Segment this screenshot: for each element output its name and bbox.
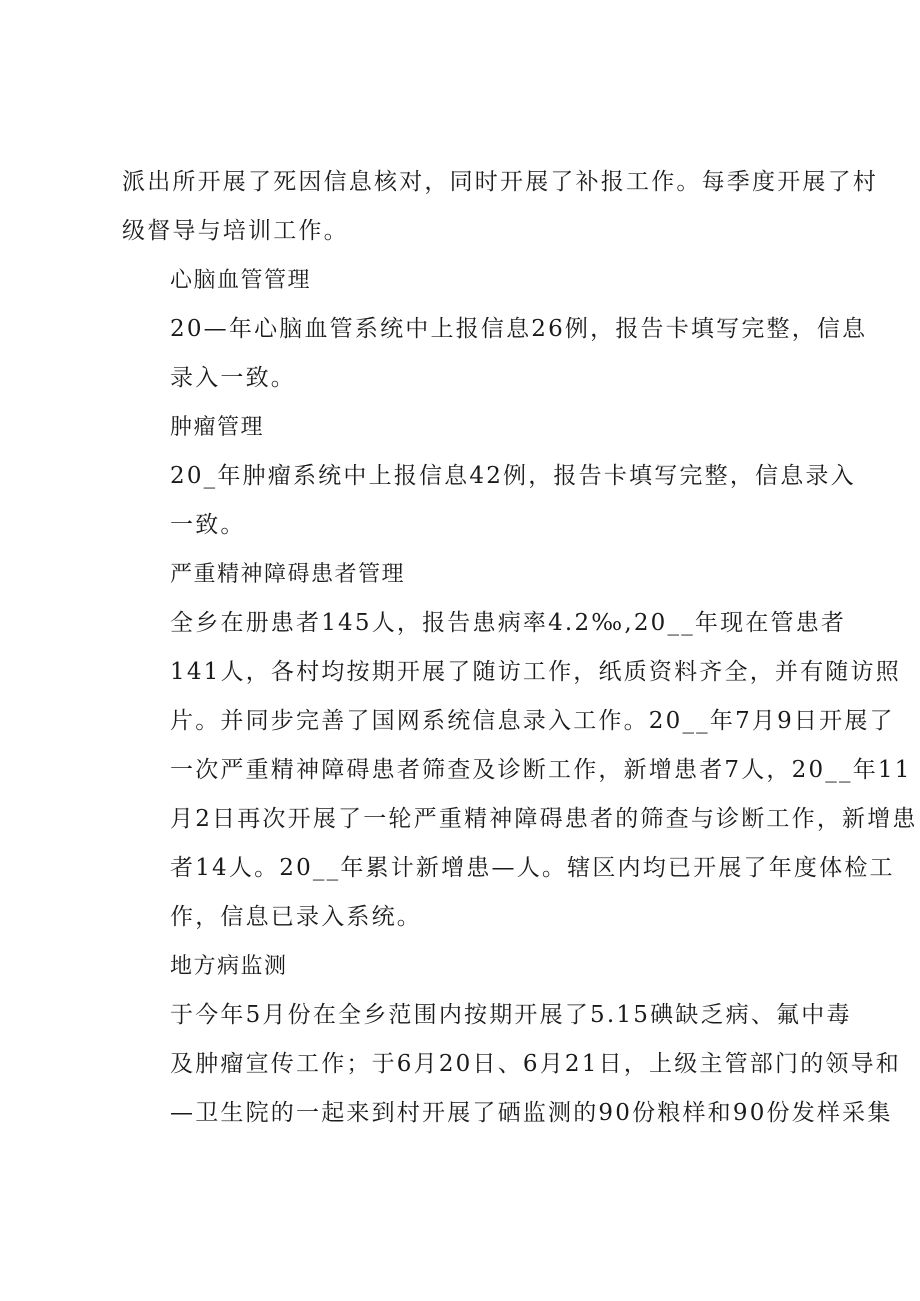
document-body xyxy=(122,158,918,1138)
text-line: 片。并同步完善了国网系统信息录入工作。20__年7月9日开展了 xyxy=(170,708,895,734)
text-line: 及肿瘤宣传工作；于6月20日、6月21日，上级主管部门的领导和 xyxy=(170,1051,901,1077)
paragraph-tumor xyxy=(122,452,856,550)
text-line: 月2日再次开展了一轮严重精神障碍患者的筛查与诊断工作，新增患 xyxy=(170,806,918,832)
text-line: 作，信息已录入系统。 xyxy=(170,904,422,930)
text-line: 一次严重精神障碍患者筛查及诊断工作，新增患者7人，20__年11 xyxy=(170,757,912,783)
paragraph-mental-disorder xyxy=(122,599,918,942)
text-line: 20_年肿瘤系统中上报信息42例，报告卡填写完整，信息录入 xyxy=(170,463,856,489)
text-line: 于今年5月份在全乡范围内按期开展了5.15碘缺乏病、氟中毒 xyxy=(170,1002,852,1028)
paragraph-endemic-disease xyxy=(122,991,901,1138)
text-line: 者14人。20__年累计新增患—人。辖区内均已开展了年度体检工 xyxy=(170,855,895,881)
text-line: 派出所开展了死因信息核对，同时开展了补报工作。每季度开展了村 xyxy=(122,169,878,195)
text-line: 全乡在册患者145人，报告患病率4.2‰,20__年现在管患者 xyxy=(170,610,847,636)
section-heading-endemic-disease xyxy=(122,942,818,991)
text-line: 级督导与培训工作。 xyxy=(122,218,349,244)
heading-text: 心脑血管管理 xyxy=(170,268,312,293)
section-heading-tumor xyxy=(122,403,818,452)
paragraph-cardiovascular xyxy=(122,305,868,403)
section-heading-mental-disorder xyxy=(122,550,818,599)
text-line: 录入一致。 xyxy=(170,365,296,391)
section-heading-cardiovascular xyxy=(122,256,818,305)
heading-text: 严重精神障碍患者管理 xyxy=(170,562,406,587)
text-line: 141人，各村均按期开展了随访工作，纸质资料齐全，并有随访照 xyxy=(170,659,901,685)
paragraph-death-cause-verification xyxy=(122,158,878,256)
heading-text: 地方病监测 xyxy=(170,954,288,979)
text-line: —卫生院的一起来到村开展了硒监测的90份粮样和90份发样采集 xyxy=(170,1100,893,1126)
text-line: 一致。 xyxy=(170,512,246,538)
text-line: 20—年心脑血管系统中上报信息26例，报告卡填写完整，信息 xyxy=(170,316,868,342)
heading-text: 肿瘤管理 xyxy=(170,415,265,440)
